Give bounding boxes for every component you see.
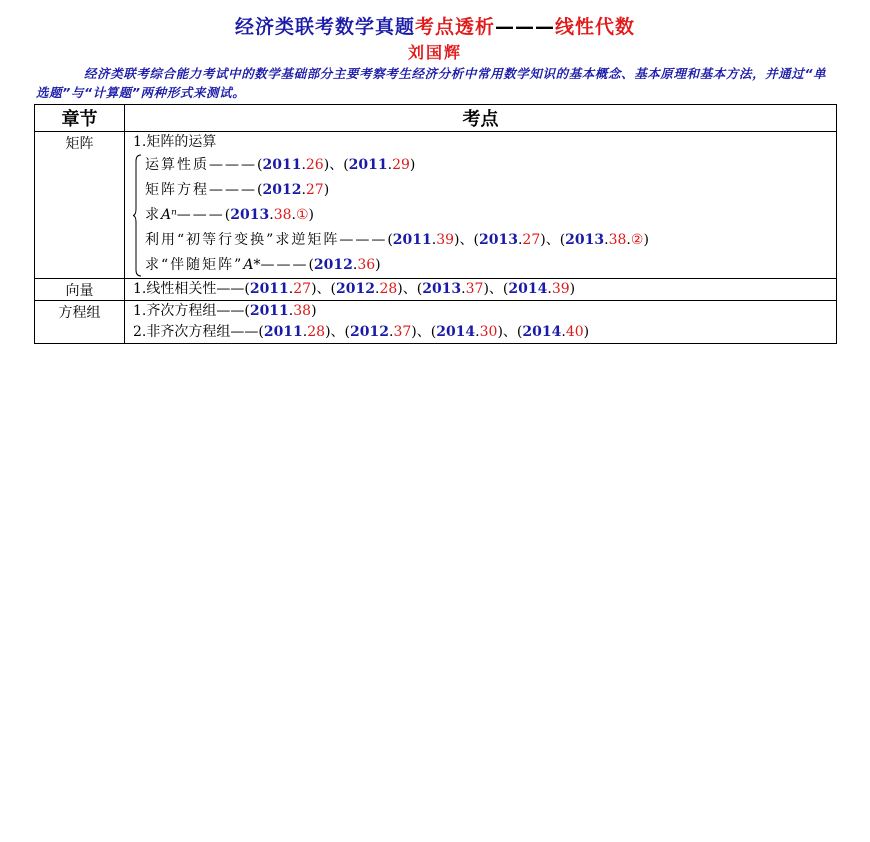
exam-citation [257, 157, 329, 173]
paren-close: ) [311, 281, 317, 297]
paren-open: ( [473, 232, 479, 248]
subtopic-label: 求 [145, 207, 161, 223]
citation-separator: 、 [329, 157, 344, 173]
citation-separator: 、 [316, 281, 331, 297]
paren-close: ) [409, 157, 416, 173]
paren-open: ( [244, 281, 250, 297]
paren-open: ( [258, 324, 264, 340]
chapter-matrix: 矩阵 [35, 132, 125, 279]
exam-citation [517, 324, 589, 340]
paren-open: ( [344, 324, 351, 340]
exam-year: 2014 [522, 324, 562, 340]
paren-open: ( [308, 257, 314, 273]
exam-year: 2011 [392, 232, 432, 248]
citation-dot: . [302, 324, 308, 340]
citation-dot: . [475, 324, 480, 340]
paren-close: ) [569, 281, 576, 297]
paren-close: ) [375, 257, 381, 273]
sub-question-marker: ② [630, 232, 644, 248]
citation-dot: . [352, 257, 358, 273]
citation-dot: . [431, 232, 437, 248]
citation-dot: . [387, 157, 393, 173]
table-header-row [35, 105, 837, 132]
title-part-1: 经济类联考数学真题 [234, 16, 415, 38]
exam-citation [225, 207, 314, 223]
exam-citation [345, 324, 417, 340]
topic-label: 1.线性相关性—— [133, 281, 245, 297]
exam-year: 2011 [249, 303, 289, 319]
citation-separator: 、 [416, 324, 431, 340]
math-symbol: A* [243, 257, 261, 273]
document-title [0, 12, 870, 39]
paren-close: ) [397, 281, 403, 297]
paren-close: ) [454, 232, 460, 248]
subtopic-label: 矩阵方程——— [145, 182, 257, 198]
paren-open: ( [330, 281, 337, 297]
matrix-heading: 1.矩阵的运算 [133, 134, 217, 150]
exam-year: 2011 [262, 157, 302, 173]
paren-open: ( [224, 207, 231, 223]
question-number: 40 [565, 324, 584, 340]
question-number: 27 [293, 281, 312, 297]
exam-year: 2011 [249, 281, 289, 297]
paren-open: ( [257, 157, 263, 173]
exam-year: 2012 [336, 281, 375, 297]
question-number: 28 [379, 281, 398, 297]
question-number: 28 [307, 324, 326, 340]
question-number: 37 [393, 324, 412, 340]
exam-year: 2012 [350, 324, 389, 340]
paren-open: ( [387, 232, 393, 248]
question-number: 37 [465, 281, 484, 297]
exam-year: 2014 [436, 324, 476, 340]
chapter-vector: 向量 [35, 279, 125, 301]
paren-close: ) [643, 232, 649, 248]
subtopic-dash: ——— [176, 207, 225, 223]
question-number: 26 [305, 157, 324, 173]
exam-citation [308, 257, 380, 273]
question-number: 39 [436, 232, 455, 248]
paren-close: ) [483, 281, 489, 297]
citation-dot: . [301, 157, 306, 173]
citation-dot: . [288, 281, 294, 297]
question-number: 38 [293, 303, 312, 319]
paren-close: ) [497, 324, 503, 340]
table-row-vector [35, 279, 837, 301]
question-number: 38 [608, 232, 627, 248]
question-number: 36 [357, 257, 376, 273]
question-number: 38 [273, 207, 292, 223]
question-number: 27 [305, 182, 324, 198]
title-part-2: 考点透析 [414, 16, 495, 38]
citation-dot: . [269, 207, 274, 223]
author-name: 刘国辉 [407, 43, 462, 62]
col-header-points: 考点 [125, 105, 837, 132]
citation-separator: 、 [502, 324, 517, 340]
table-row-equations [35, 301, 837, 344]
paren-open: ( [244, 303, 250, 319]
citation-separator: 、 [402, 281, 417, 297]
exam-year: 2012 [262, 182, 302, 198]
paren-close: ) [325, 324, 331, 340]
sub-question-marker: ① [295, 207, 309, 223]
paren-close: ) [311, 303, 317, 319]
equations-topic [133, 301, 836, 322]
citation-separator: 、 [488, 281, 503, 297]
points-matrix [125, 132, 837, 279]
exam-citation [387, 232, 459, 248]
exam-citation [244, 303, 316, 319]
citation-dot: . [561, 324, 566, 340]
exam-citation [343, 157, 415, 173]
vector-topic [133, 279, 836, 300]
exam-citation [503, 281, 575, 297]
intro-text: 经济类联考综合能力考试中的数学基础部分主要考察考生经济分析中常用数学知识的基本概念、基本原理和基本方法，并通过“单选题”与“计算题”两种形式来测试。 [36, 66, 827, 100]
title-dash: ——— [495, 16, 555, 38]
exam-citation [560, 232, 649, 248]
paren-close: ) [411, 324, 417, 340]
matrix-subtopic [145, 253, 836, 278]
exam-citation [257, 182, 329, 198]
exam-year: 2012 [313, 257, 353, 273]
paren-open: ( [416, 281, 423, 297]
math-symbol: Aⁿ [161, 207, 177, 223]
exam-citation [431, 324, 503, 340]
citation-dot: . [626, 232, 631, 248]
paren-close: ) [323, 157, 330, 173]
left-brace-icon [133, 153, 143, 278]
paren-open: ( [343, 157, 349, 173]
exam-citation [244, 281, 316, 297]
exam-year: 2013 [422, 281, 462, 297]
exam-citation [474, 232, 546, 248]
question-number: 30 [479, 324, 498, 340]
exam-citation [331, 281, 403, 297]
matrix-topic-list [133, 153, 836, 278]
paren-close: ) [583, 324, 590, 340]
title-part-3: 线性代数 [555, 16, 636, 38]
question-number: 27 [522, 232, 541, 248]
topic-label: 1.齐次方程组—— [133, 303, 245, 319]
col-header-chapter: 章节 [35, 105, 125, 132]
points-equations [125, 301, 837, 344]
exam-year: 2011 [263, 324, 303, 340]
citation-dot: . [388, 324, 394, 340]
citation-dot: . [461, 281, 466, 297]
paren-open: ( [502, 281, 509, 297]
equations-topic [133, 322, 836, 343]
paren-open: ( [516, 324, 523, 340]
subtopic-label: 利用“初等行变换”求逆矩阵——— [145, 232, 388, 248]
citation-dot: . [301, 182, 306, 198]
citation-dot: . [374, 281, 380, 297]
citation-separator: 、 [545, 232, 560, 248]
paren-open: ( [430, 324, 437, 340]
exam-year: 2013 [565, 232, 605, 248]
paren-open: ( [257, 182, 263, 198]
exam-year: 2013 [230, 207, 270, 223]
paren-open: ( [559, 232, 566, 248]
question-number: 29 [392, 157, 410, 173]
subtopic-label: 运算性质——— [145, 157, 257, 173]
intro-paragraph [36, 64, 836, 102]
exam-year: 2014 [508, 281, 548, 297]
citation-dot: . [604, 232, 609, 248]
exam-citation [417, 281, 489, 297]
citation-separator: 、 [459, 232, 474, 248]
citation-dot: . [288, 303, 294, 319]
paren-close: ) [308, 207, 314, 223]
citation-dot: . [547, 281, 552, 297]
paren-close: ) [540, 232, 546, 248]
question-number: 39 [551, 281, 570, 297]
chapter-equations: 方程组 [35, 301, 125, 344]
exam-year: 2013 [478, 232, 518, 248]
citation-separator: 、 [330, 324, 345, 340]
matrix-subtopic [145, 203, 836, 228]
table-row-matrix [35, 132, 837, 279]
matrix-subtopic [145, 153, 836, 178]
exam-year: 2011 [348, 157, 388, 173]
citation-dot: . [291, 207, 296, 223]
exam-citation [258, 324, 330, 340]
topic-label: 2.非齐次方程组—— [133, 324, 259, 340]
points-vector [125, 279, 837, 301]
matrix-subtopic [145, 178, 836, 203]
matrix-subtopic [145, 228, 836, 253]
paren-close: ) [323, 182, 330, 198]
subtopic-dash: ——— [260, 257, 309, 273]
subtopic-label: 求“伴随矩阵” [145, 257, 244, 273]
citation-dot: . [517, 232, 523, 248]
syllabus-table [34, 104, 837, 344]
